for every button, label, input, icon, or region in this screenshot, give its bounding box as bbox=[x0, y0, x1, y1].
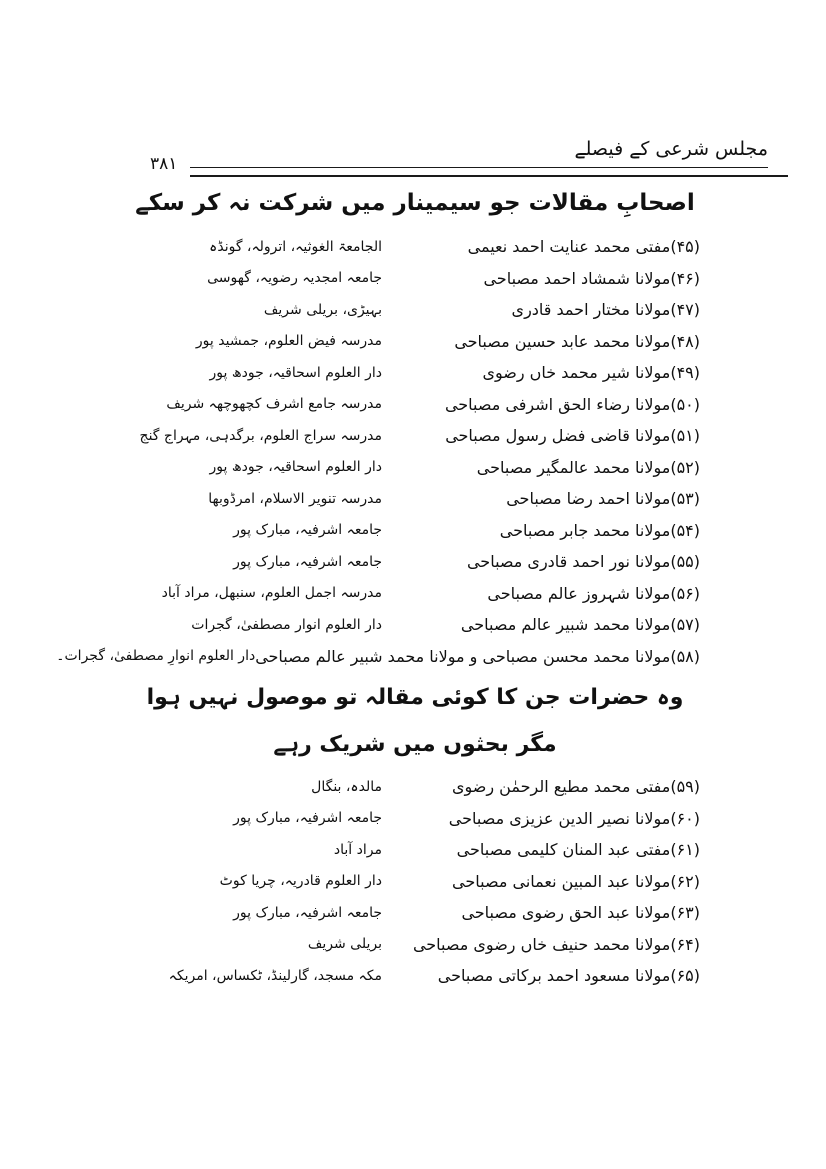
entry-name-cell bbox=[438, 966, 700, 985]
entry-number: (۵۸) bbox=[670, 646, 700, 666]
entry-person-name: مفتی محمد مطیع الرحمٰن رضوی bbox=[451, 777, 671, 797]
entry-person-name: مولانا نصیر الدین عزیزی مصباحی bbox=[448, 808, 671, 828]
section2-heading-line1: وہ حضرات جن کا کوئی مقالہ تو موصول نہیں ہوا bbox=[146, 685, 684, 710]
entry-place: بریلی شریف bbox=[307, 936, 382, 953]
entry-number: (۶۵) bbox=[670, 966, 700, 986]
entry-number: (۵۰) bbox=[670, 394, 700, 414]
entry-name-cell bbox=[461, 903, 700, 922]
entry-number: (۵۱) bbox=[670, 426, 700, 446]
entry-number: (۵۶) bbox=[670, 583, 700, 603]
list-row bbox=[130, 834, 700, 866]
entry-name-cell bbox=[452, 872, 700, 891]
list-row bbox=[130, 452, 700, 484]
section2-list bbox=[130, 771, 700, 992]
entry-name-cell bbox=[468, 237, 700, 256]
running-title: مجلس شرعی کے فیصلے bbox=[574, 138, 768, 160]
entry-number: (۶۳) bbox=[670, 903, 700, 923]
list-row bbox=[130, 294, 700, 326]
entry-person-name: مولانا محمد محسن مصباحی و مولانا محمد شبیر عالم مصباحی bbox=[255, 646, 671, 666]
entry-place: مدرسہ سراج العلوم، برگدہی، مہراج گنج bbox=[139, 427, 382, 444]
entry-name-cell bbox=[445, 395, 700, 414]
entry-person-name: مولانا شہروز عالم مصباحی bbox=[487, 583, 671, 603]
entry-person-name: مولانا مختار احمد قادری bbox=[511, 300, 671, 320]
entry-place: مدرسہ تنویر الاسلام، امرڈوبھا bbox=[208, 490, 382, 507]
list-row bbox=[130, 609, 700, 641]
entry-place: جامعہ اشرفیہ، مبارک پور bbox=[233, 522, 382, 539]
list-row bbox=[130, 389, 700, 421]
entry-number: (۴۵) bbox=[670, 237, 700, 257]
entry-person-name: مولانا شمشاد احمد مصباحی bbox=[483, 268, 671, 288]
section1-heading: اصحابِ مقالات جو سیمینار میں شرکت نہ کر سکے bbox=[135, 190, 695, 216]
section2-heading-line2: مگر بحثوں میں شریک رہے bbox=[273, 732, 557, 757]
entry-number: (۶۴) bbox=[670, 934, 700, 954]
entry-person-name: مولانا محمد جابر مصباحی bbox=[499, 520, 671, 540]
entry-name-cell bbox=[482, 363, 700, 382]
list-row bbox=[130, 420, 700, 452]
list-row bbox=[130, 483, 700, 515]
entry-name-cell bbox=[413, 935, 700, 954]
entry-person-name: مولانا عبد الحق رضوی مصباحی bbox=[461, 903, 671, 923]
entry-person-name: مولانا مسعود احمد برکاتی مصباحی bbox=[437, 966, 671, 986]
entry-person-name: مولانا احمد رضا مصباحی bbox=[506, 489, 671, 509]
entry-name-cell bbox=[445, 426, 700, 445]
list-row bbox=[130, 929, 700, 961]
entry-place: مالدہ، بنگال bbox=[311, 778, 382, 795]
entry-number: (۴۸) bbox=[670, 331, 700, 351]
entry-place: دار العلوم اسحاقیہ، جودھ پور bbox=[209, 364, 382, 381]
entry-place: دار العلوم اسحاقیہ، جودھ پور bbox=[209, 459, 382, 476]
list-row bbox=[130, 515, 700, 547]
entry-number: (۴۶) bbox=[670, 268, 700, 288]
list-row bbox=[130, 960, 700, 992]
header-rule-thick bbox=[190, 175, 788, 177]
entry-name-cell bbox=[500, 521, 700, 540]
entry-name-cell bbox=[512, 300, 700, 319]
entry-name-cell bbox=[452, 777, 700, 796]
entry-person-name: مولانا محمد حنیف خاں رضوی مصباحی bbox=[412, 934, 671, 954]
list-row bbox=[130, 357, 700, 389]
entry-name-cell bbox=[467, 552, 700, 571]
entry-place: بہیڑی، بریلی شریف bbox=[263, 301, 382, 318]
entry-person-name: مولانا شیر محمد خاں رضوی bbox=[482, 363, 671, 383]
entry-person-name: مولانا محمد شبیر عالم مصباحی bbox=[460, 615, 671, 635]
entry-name-cell bbox=[461, 615, 700, 634]
entry-place: مدرسہ فیض العلوم، جمشید پور bbox=[195, 333, 382, 350]
entry-place: دار العلوم انوار مصطفیٰ، گجرات bbox=[191, 616, 382, 633]
entry-place: مدرسہ اجمل العلوم، سنبھل، مراد آباد bbox=[161, 585, 382, 602]
list-row bbox=[130, 771, 700, 803]
list-row bbox=[130, 263, 700, 295]
list-row bbox=[130, 866, 700, 898]
entry-number: (۶۰) bbox=[670, 808, 700, 828]
entry-number: (۴۷) bbox=[670, 300, 700, 320]
entry-number: (۵۲) bbox=[670, 457, 700, 477]
entry-number: (۵۹) bbox=[670, 777, 700, 797]
entry-place: مکہ مسجد، گارلینڈ، ٹکساس، امریکہ bbox=[168, 967, 382, 984]
entry-name-cell bbox=[457, 840, 700, 859]
entry-number: (۵۳) bbox=[670, 489, 700, 509]
entry-person-name: مولانا نور احمد قادری مصباحی bbox=[466, 552, 671, 572]
list-row bbox=[56, 641, 700, 673]
entry-person-name: مولانا محمد عابد حسین مصباحی bbox=[454, 331, 671, 351]
entry-name-cell bbox=[255, 647, 700, 666]
entry-place: الجامعۃ الغوثیہ، اترولہ، گونڈہ bbox=[209, 238, 382, 255]
entry-number: (۵۵) bbox=[670, 552, 700, 572]
list-row bbox=[130, 326, 700, 358]
entry-person-name: مولانا عبد المبین نعمانی مصباحی bbox=[452, 871, 671, 891]
section1-list bbox=[56, 231, 700, 672]
entry-name-cell bbox=[477, 458, 700, 477]
page-number: ۳۸۱ bbox=[150, 154, 178, 174]
entry-name-cell bbox=[454, 332, 700, 351]
list-row bbox=[130, 231, 700, 263]
entry-place: جامعہ اشرفیہ، مبارک پور bbox=[233, 810, 382, 827]
list-row bbox=[130, 546, 700, 578]
entry-number: (۶۱) bbox=[670, 840, 700, 860]
list-row bbox=[130, 803, 700, 835]
entry-place: مراد آباد bbox=[333, 841, 382, 858]
list-row bbox=[130, 578, 700, 610]
entry-name-cell bbox=[487, 584, 700, 603]
entry-number: (۶۲) bbox=[670, 871, 700, 891]
entry-name-cell bbox=[483, 269, 700, 288]
entry-person-name: مولانا قاضی فضل رسول مصباحی bbox=[445, 426, 671, 446]
entry-place: دار العلوم قادریہ، چریا کوٹ bbox=[219, 873, 382, 890]
entry-person-name: مولانا محمد عالمگیر مصباحی bbox=[476, 457, 671, 477]
list-row bbox=[130, 897, 700, 929]
entry-name-cell bbox=[449, 809, 700, 828]
entry-place: جامعہ اشرفیہ، مبارک پور bbox=[233, 553, 382, 570]
entry-number: (۵۴) bbox=[670, 520, 700, 540]
entry-person-name: مفتی محمد عنایت احمد نعیمی bbox=[467, 237, 671, 257]
entry-person-name: مولانا رضاء الحق اشرفی مصباحی bbox=[444, 394, 671, 414]
entry-number: (۴۹) bbox=[670, 363, 700, 383]
entry-place: دار العلوم انوارِ مصطفیٰ، گجرات۔ bbox=[56, 648, 256, 665]
entry-place: جامعہ اشرفیہ، مبارک پور bbox=[233, 904, 382, 921]
entry-person-name: مفتی عبد المنان کلیمی مصباحی bbox=[456, 840, 671, 860]
entry-name-cell bbox=[506, 489, 700, 508]
entry-place: مدرسہ جامع اشرف کچھوچھہ شریف bbox=[166, 396, 382, 413]
entry-number: (۵۷) bbox=[670, 615, 700, 635]
entry-place: جامعہ امجدیہ رضویہ، گھوسی bbox=[207, 270, 382, 287]
header-rule-thin bbox=[190, 167, 768, 168]
